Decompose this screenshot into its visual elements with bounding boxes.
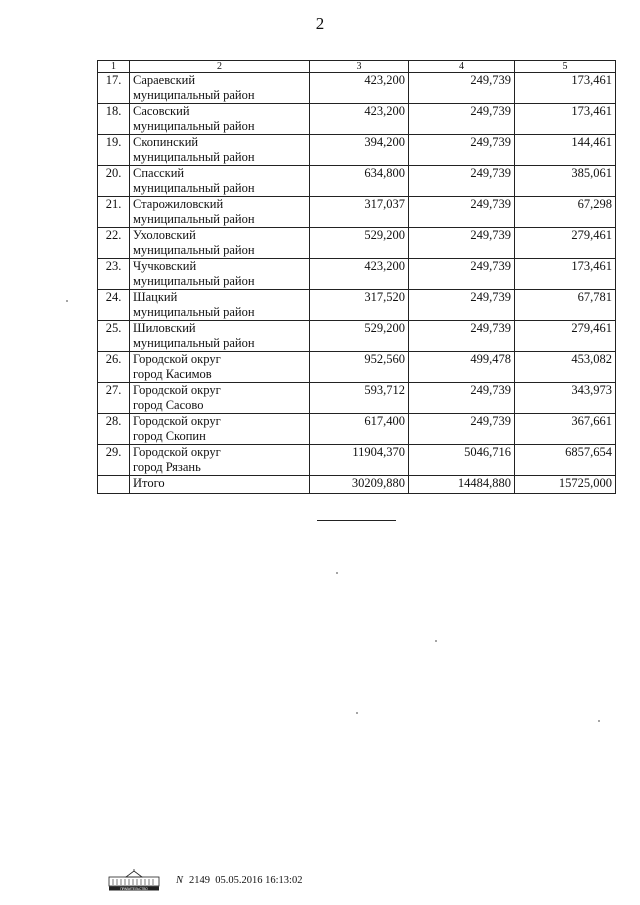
footer-number: 2149 — [189, 874, 211, 886]
value-col3: 423,200 — [310, 104, 409, 135]
municipality-name-line: Чучковский — [133, 259, 197, 273]
municipality-name-line: муниципальный район — [133, 336, 255, 350]
value-col4: 249,739 — [409, 414, 515, 445]
municipality-name — [130, 228, 310, 259]
value-col5: 385,061 — [515, 166, 616, 197]
value-col4: 249,739 — [409, 104, 515, 135]
header-col-5: 5 — [515, 61, 616, 73]
footer-datetime: 05.05.2016 16:13:02 — [215, 874, 303, 886]
municipality-name-line: Городской округ — [133, 383, 221, 397]
scan-speck — [66, 300, 68, 302]
value-col5: 343,973 — [515, 383, 616, 414]
municipality-name — [130, 414, 310, 445]
value-col3: 317,037 — [310, 197, 409, 228]
municipality-name-line: Городской округ — [133, 445, 221, 459]
row-number: 29. — [98, 445, 130, 476]
table-row — [98, 414, 616, 445]
value-col4: 249,739 — [409, 383, 515, 414]
municipality-name-line: Скопинский — [133, 135, 199, 149]
value-col4: 249,739 — [409, 166, 515, 197]
value-col3: 529,200 — [310, 228, 409, 259]
value-col4: 249,739 — [409, 197, 515, 228]
value-col3: 423,200 — [310, 259, 409, 290]
value-col5: 67,781 — [515, 290, 616, 321]
total-col4: 14484,880 — [409, 476, 515, 494]
value-col4: 499,478 — [409, 352, 515, 383]
value-col4: 249,739 — [409, 135, 515, 166]
municipality-name-line: Шиловский — [133, 321, 196, 335]
table-row — [98, 135, 616, 166]
table-row — [98, 259, 616, 290]
municipality-name-line: Ухоловский — [133, 228, 196, 242]
total-num-cell — [98, 476, 130, 494]
logo-caption: ПРАВИТЕЛЬСТВО — [120, 887, 148, 891]
value-col3: 394,200 — [310, 135, 409, 166]
value-col3: 317,520 — [310, 290, 409, 321]
allocation-table — [97, 60, 616, 494]
value-col4: 249,739 — [409, 259, 515, 290]
municipality-name-line: Старожиловский — [133, 197, 224, 211]
value-col3: 423,200 — [310, 73, 409, 104]
table-header-row — [98, 61, 616, 73]
municipality-name — [130, 73, 310, 104]
row-number: 21. — [98, 197, 130, 228]
municipality-name-line: муниципальный район — [133, 150, 255, 164]
municipality-name-line: муниципальный район — [133, 212, 255, 226]
scan-speck — [356, 712, 358, 714]
end-separator-line — [317, 520, 396, 521]
scan-speck — [336, 572, 338, 574]
table-row — [98, 197, 616, 228]
total-label: Итого — [130, 476, 310, 494]
table-body — [98, 73, 616, 476]
row-number: 26. — [98, 352, 130, 383]
municipality-name — [130, 352, 310, 383]
header-col-4: 4 — [409, 61, 515, 73]
row-number: 20. — [98, 166, 130, 197]
municipality-name-line: город Касимов — [133, 367, 212, 381]
municipality-name-line: город Рязань — [133, 460, 201, 474]
value-col4: 5046,716 — [409, 445, 515, 476]
value-col4: 249,739 — [409, 321, 515, 352]
value-col4: 249,739 — [409, 228, 515, 259]
total-col3: 30209,880 — [310, 476, 409, 494]
value-col5: 144,461 — [515, 135, 616, 166]
municipality-name-line: Сасовский — [133, 104, 190, 118]
footer-n-mark: N — [176, 874, 184, 886]
municipality-name — [130, 197, 310, 228]
table-row — [98, 228, 616, 259]
table-row — [98, 290, 616, 321]
row-number: 27. — [98, 383, 130, 414]
municipality-name-line: город Сасово — [133, 398, 204, 412]
value-col5: 173,461 — [515, 104, 616, 135]
value-col5: 367,661 — [515, 414, 616, 445]
municipality-name-line: муниципальный район — [133, 274, 255, 288]
row-number: 18. — [98, 104, 130, 135]
value-col5: 173,461 — [515, 259, 616, 290]
municipality-name-line: муниципальный район — [133, 88, 255, 102]
municipality-name — [130, 290, 310, 321]
value-col5: 6857,654 — [515, 445, 616, 476]
value-col3: 529,200 — [310, 321, 409, 352]
table-row — [98, 321, 616, 352]
row-number: 22. — [98, 228, 130, 259]
total-col5: 15725,000 — [515, 476, 616, 494]
municipality-name-line: муниципальный район — [133, 119, 255, 133]
municipality-name — [130, 104, 310, 135]
municipality-name-line: муниципальный район — [133, 181, 255, 195]
page-number: 2 — [315, 14, 325, 33]
value-col3: 11904,370 — [310, 445, 409, 476]
municipality-name-line: Городской округ — [133, 414, 221, 428]
table-row — [98, 73, 616, 104]
value-col4: 249,739 — [409, 73, 515, 104]
table-row — [98, 166, 616, 197]
municipality-name — [130, 135, 310, 166]
municipality-name — [130, 321, 310, 352]
scan-speck — [598, 720, 600, 722]
header-col-2: 2 — [130, 61, 310, 73]
value-col5: 453,082 — [515, 352, 616, 383]
total-row — [98, 476, 616, 494]
value-col3: 617,400 — [310, 414, 409, 445]
value-col5: 67,298 — [515, 197, 616, 228]
value-col3: 593,712 — [310, 383, 409, 414]
municipality-name — [130, 166, 310, 197]
municipality-name-line: Шацкий — [133, 290, 178, 304]
value-col5: 173,461 — [515, 73, 616, 104]
scan-speck — [435, 640, 437, 642]
value-col4: 249,739 — [409, 290, 515, 321]
row-number: 23. — [98, 259, 130, 290]
municipality-name-line: муниципальный район — [133, 243, 255, 257]
row-number: 17. — [98, 73, 130, 104]
municipality-name-line: город Скопин — [133, 429, 206, 443]
municipality-name-line: Сараевский — [133, 73, 196, 87]
municipality-name — [130, 445, 310, 476]
value-col5: 279,461 — [515, 228, 616, 259]
row-number: 24. — [98, 290, 130, 321]
document-footer — [108, 869, 302, 891]
municipality-name — [130, 259, 310, 290]
row-number: 25. — [98, 321, 130, 352]
municipality-name-line: Спасский — [133, 166, 185, 180]
value-col5: 279,461 — [515, 321, 616, 352]
table-row — [98, 445, 616, 476]
municipality-name-line: муниципальный район — [133, 305, 255, 319]
table-row — [98, 352, 616, 383]
header-col-3: 3 — [310, 61, 409, 73]
row-number: 28. — [98, 414, 130, 445]
value-col3: 634,800 — [310, 166, 409, 197]
municipality-name-line: Городской округ — [133, 352, 221, 366]
municipality-name — [130, 383, 310, 414]
table-row — [98, 383, 616, 414]
header-col-1: 1 — [98, 61, 130, 73]
row-number: 19. — [98, 135, 130, 166]
table-row — [98, 104, 616, 135]
value-col3: 952,560 — [310, 352, 409, 383]
government-building-logo — [108, 869, 160, 891]
